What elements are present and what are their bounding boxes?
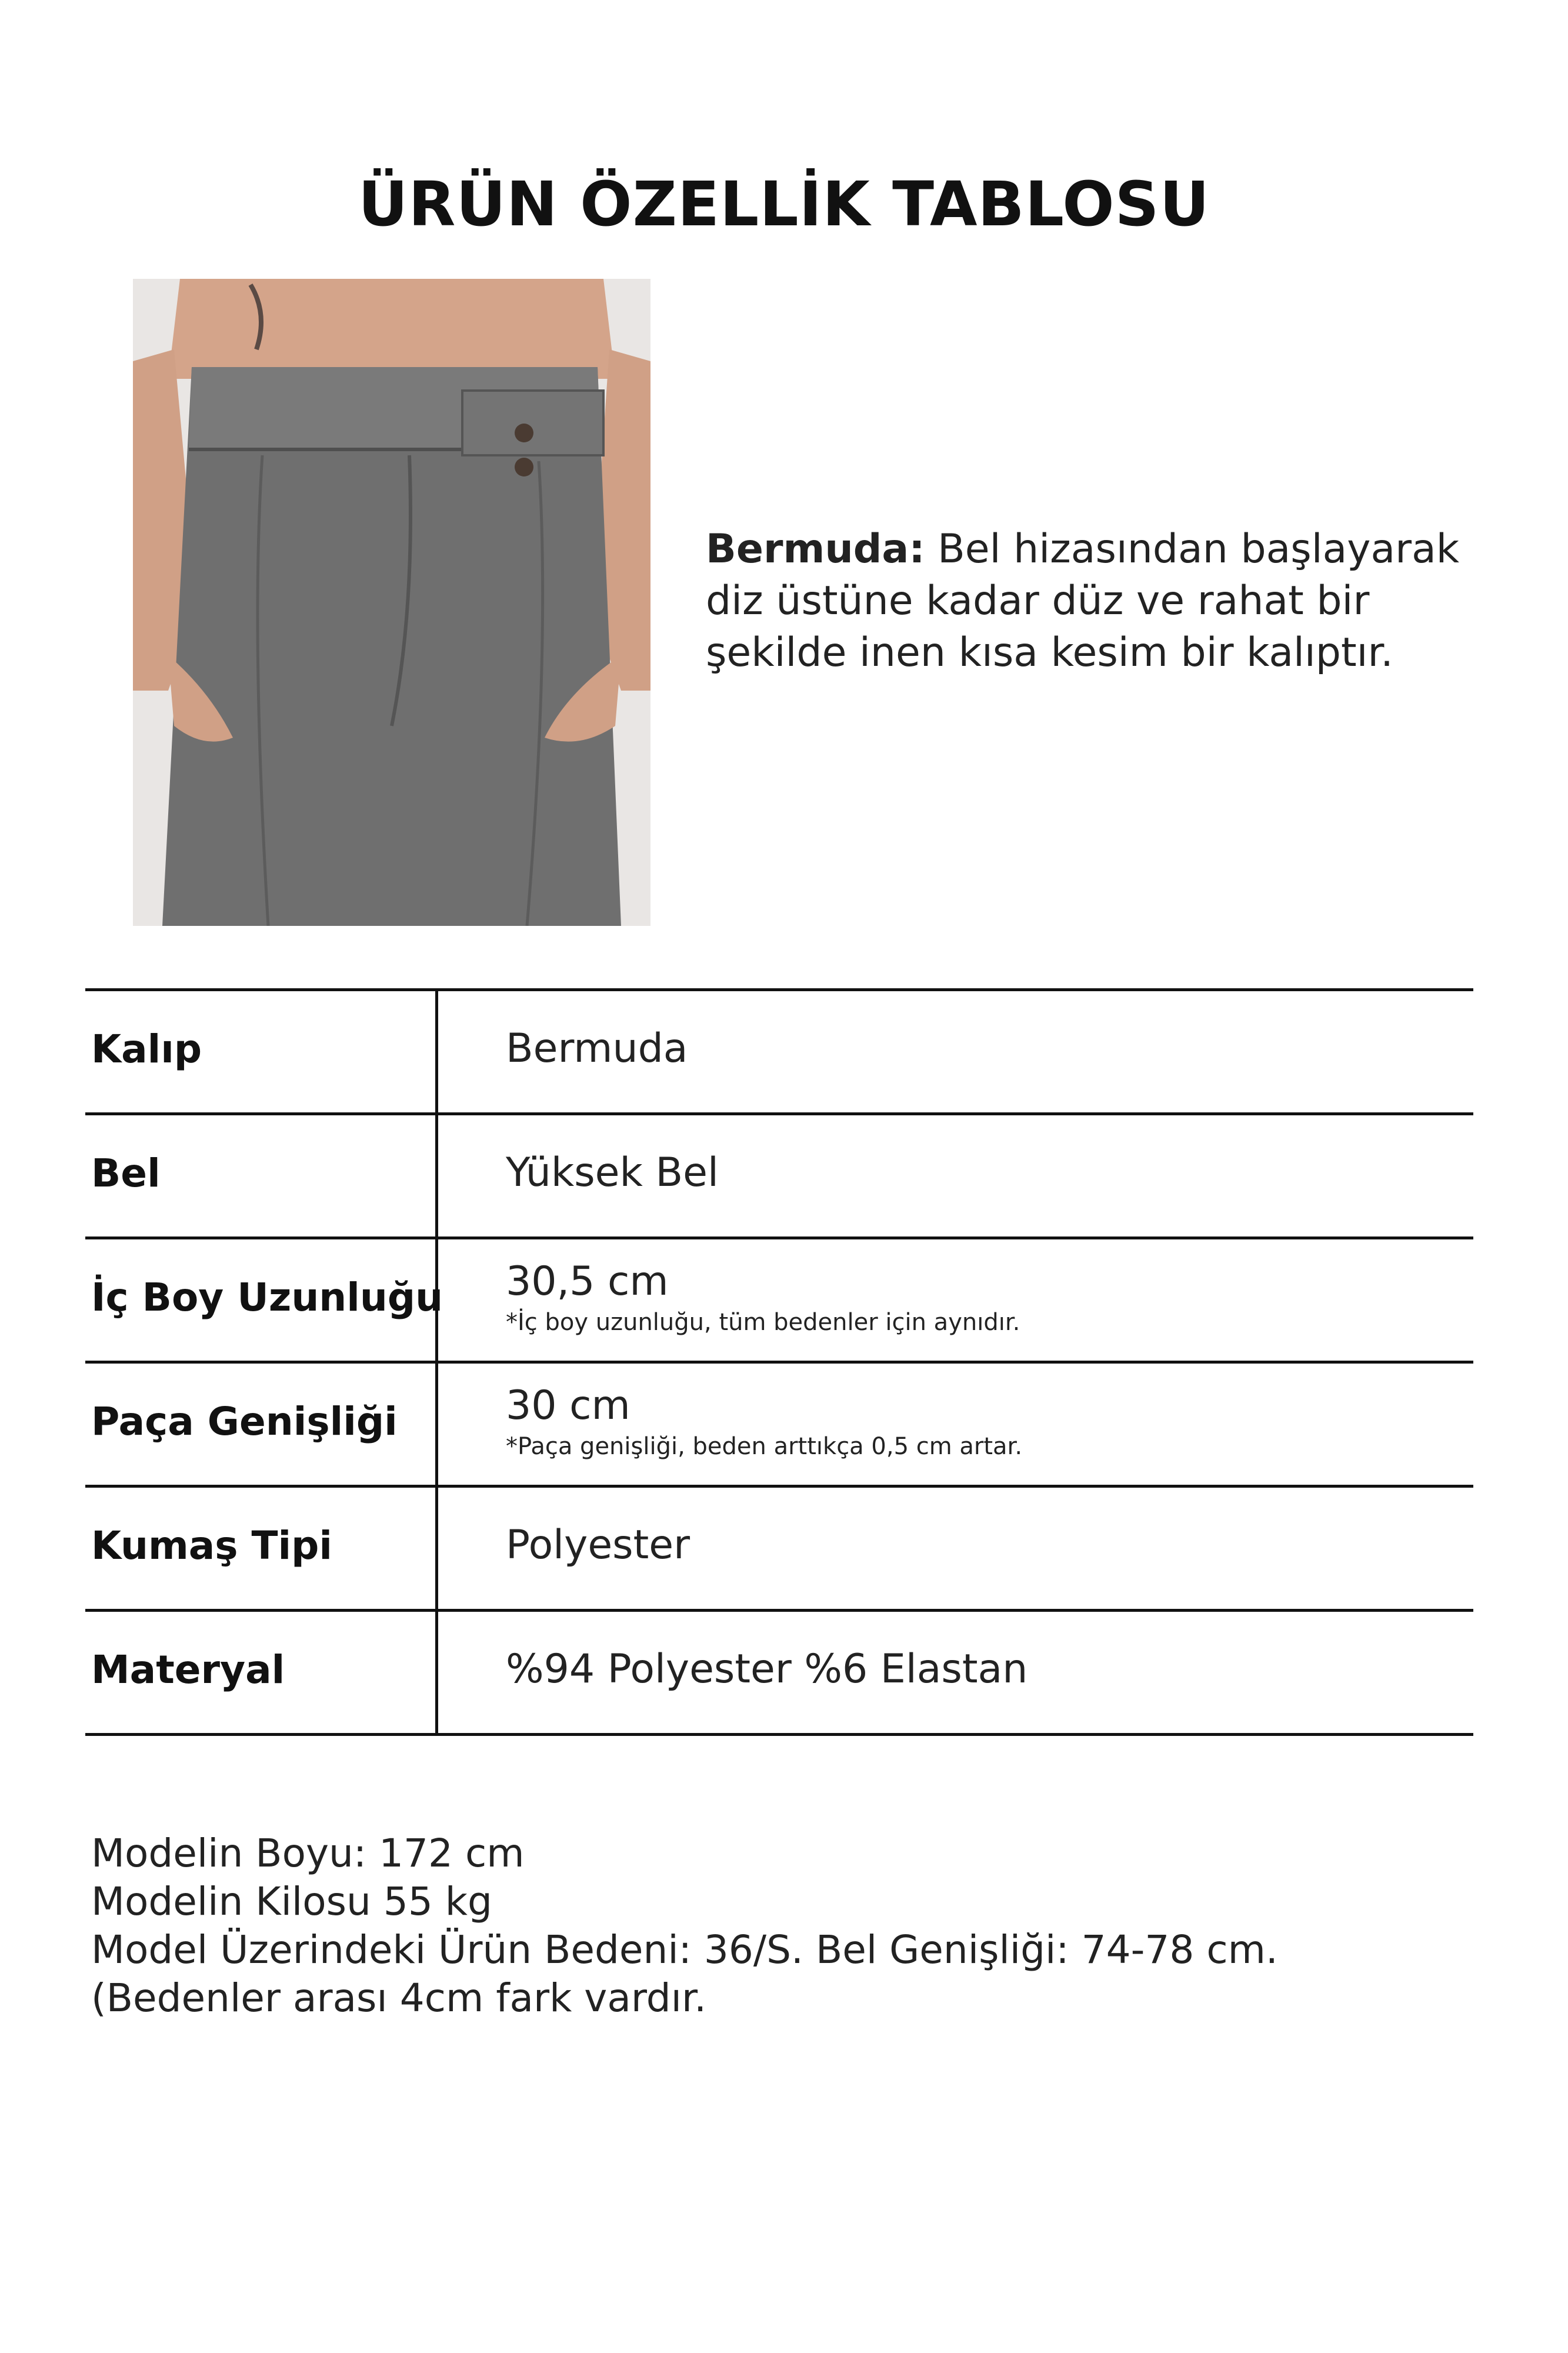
spec-note: *İç boy uzunluğu, tüm bedenler için aynıdır. [506,1309,1020,1336]
column-divider [435,1612,438,1733]
spec-table [85,988,1473,1736]
spec-row-kumas [85,1488,1473,1612]
spec-label: İç Boy Uzunluğu [91,1275,443,1320]
column-divider [435,991,438,1112]
bermuda-shorts-illustration [133,279,650,926]
fit-description-text: Bel hizasından başlayarak diz üstüne kadar düz ve rahat bir şekilde inen kısa kesim bir kalıptır. [706,526,1460,676]
spec-value: Polyester [506,1522,690,1568]
spec-label: Bel [91,1151,161,1196]
column-divider [435,1488,438,1609]
spec-value: %94 Polyester %6 Elastan [506,1646,1028,1692]
spec-row-materyal [85,1612,1473,1736]
fit-term: Bermuda: [706,526,925,572]
spec-row-kalip [85,988,1473,1115]
page-title: ÜRÜN ÖZELLİK TABLOSU [358,168,1210,240]
spec-label: Kalıp [91,1026,202,1072]
spec-value: Yüksek Bel [506,1149,719,1196]
spec-row-paca [85,1364,1473,1488]
spec-row-bel [85,1115,1473,1239]
spec-value: 30,5 cm [506,1258,669,1305]
spec-label: Kumaş Tipi [91,1523,333,1568]
spec-value: 30 cm [506,1382,630,1429]
column-divider [435,1115,438,1237]
spec-note: *Paça genişliği, beden arttıkça 0,5 cm artar. [506,1433,1023,1460]
column-divider [435,1364,438,1485]
fit-description [706,524,1470,679]
spec-value: Bermuda [506,1025,688,1072]
product-photo [133,279,650,926]
model-height: Modelin Boyu: 172 cm [91,1831,525,1876]
model-size: Model Üzerindeki Ürün Bedeni: 36/S. Bel Genişliği: 74-78 cm. (Bedenler arası 4cm fark vardır. [91,1927,1278,2021]
spec-label: Materyal [91,1647,285,1692]
model-info [91,1829,1479,2022]
model-weight: Modelin Kilosu 55 kg [91,1879,492,1924]
spec-row-ic-boy [85,1239,1473,1364]
spec-label: Paça Genişliği [91,1399,398,1444]
